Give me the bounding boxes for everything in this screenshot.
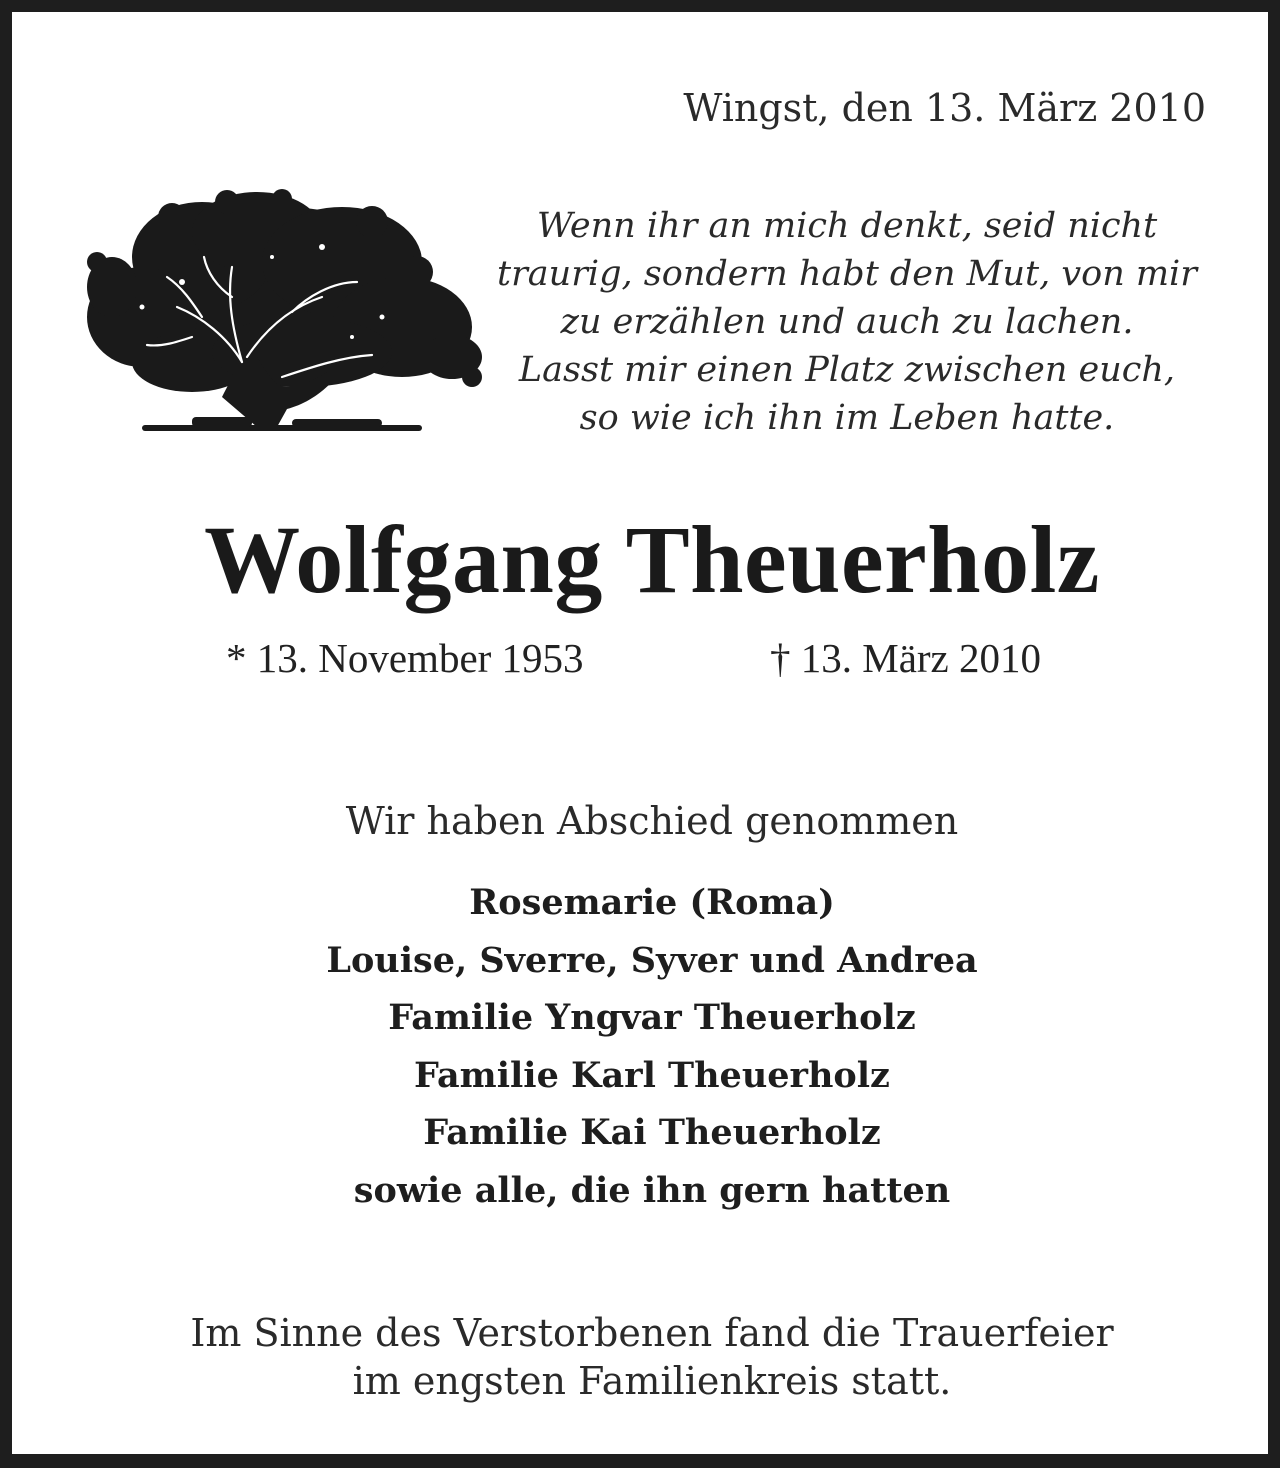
poem-line: traurig, sondern habt den Mut, von mir	[497, 254, 1197, 294]
tree-illustration	[82, 187, 487, 447]
mourner-line: Familie Kai Theuerholz	[423, 1112, 881, 1153]
poem-line: Wenn ihr an mich denkt, seid nicht	[536, 206, 1158, 246]
farewell-text: Wir haben Abschied genommen	[345, 799, 959, 843]
poem-line: so wie ich ihn im Leben hatte.	[579, 398, 1115, 438]
poem-line: Lasst mir einen Platz zwischen euch,	[518, 350, 1176, 390]
closing-note	[12, 1309, 1280, 1405]
birth-date: * 13. November 1953	[226, 635, 584, 681]
deceased-name: Wolfgang Theuerholz	[204, 506, 1100, 613]
mourners-list	[12, 874, 1280, 1219]
memorial-poem	[442, 202, 1252, 442]
mourner-line: Familie Karl Theuerholz	[414, 1054, 890, 1096]
closing-line: Im Sinne des Verstorbenen fand die Trauerfeier	[190, 1311, 1114, 1355]
poem-line: zu erzählen und auch zu lachen.	[560, 302, 1134, 342]
mourner-line: Rosemarie (Roma)	[469, 882, 835, 923]
mourner-line: Familie Yngvar Theuerholz	[388, 997, 916, 1038]
death-date: † 13. März 2010	[770, 635, 1042, 681]
mourner-line: Louise, Sverre, Syver und Andrea	[326, 939, 978, 981]
place-date: Wingst, den 13. März 2010	[683, 86, 1206, 130]
mourner-line: sowie alle, die ihn gern hatten	[353, 1169, 951, 1211]
closing-line: im engsten Familienkreis statt.	[352, 1359, 952, 1403]
